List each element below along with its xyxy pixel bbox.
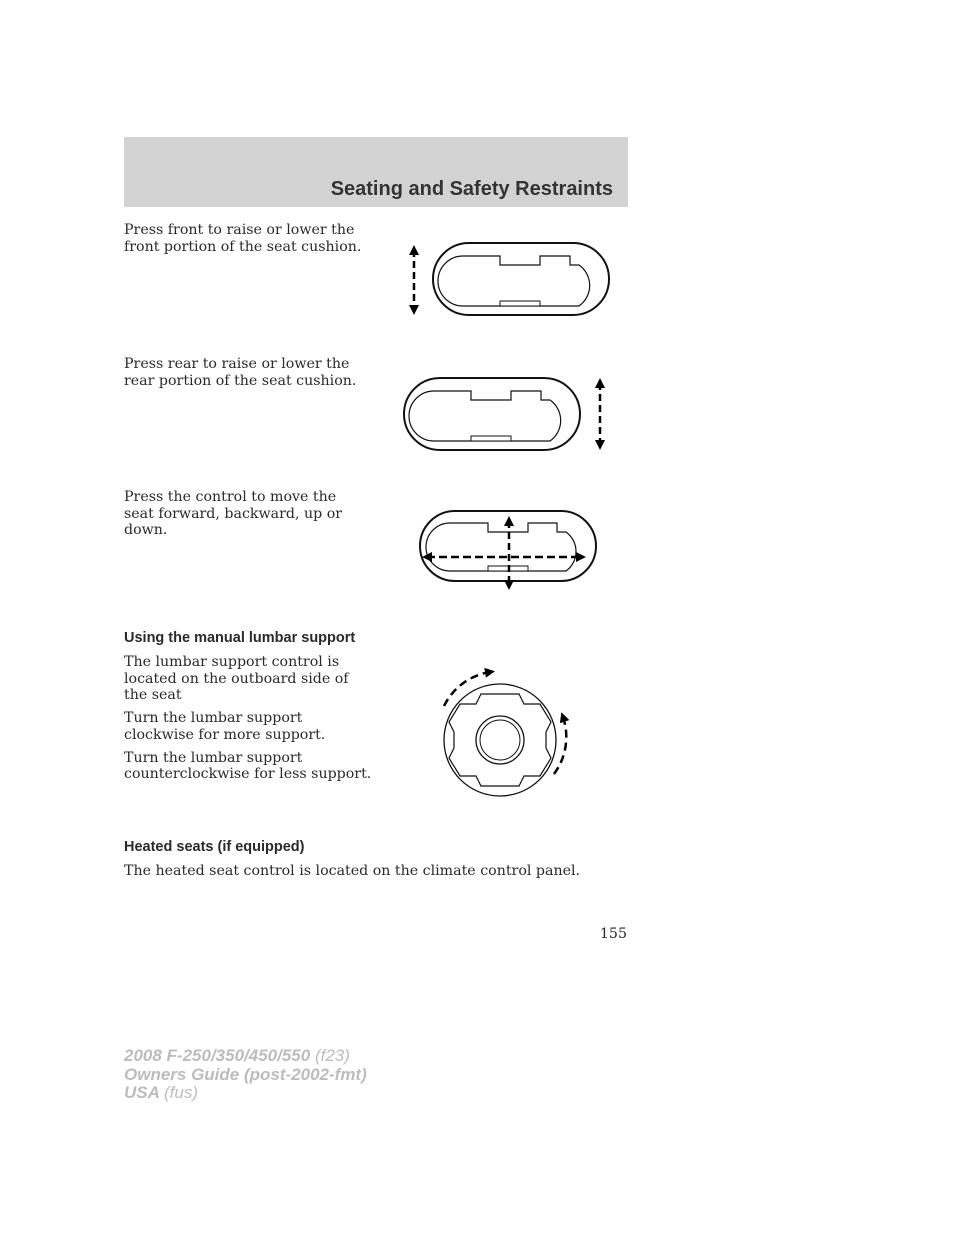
- instruction-text: Press rear to raise or lower the rear portion of the seat cushion.: [124, 356, 357, 389]
- footer-market-code: (fus): [164, 1083, 198, 1102]
- footer-model-code: (f23): [314, 1046, 350, 1065]
- footer-line-guide: [124, 1066, 367, 1085]
- instruction-rear-tilt: [124, 356, 379, 396]
- instruction-text: Press the control to move the seat forward, backward, up or down.: [124, 489, 343, 538]
- footer-line-model: [124, 1047, 367, 1066]
- document-footer: [124, 1047, 367, 1103]
- footer-model: 2008 F-250/350/450/550: [124, 1046, 311, 1065]
- footer-guide: Owners Guide (post-2002-fmt): [124, 1064, 367, 1084]
- section-title: Seating and Safety Restraints: [330, 178, 613, 200]
- lumbar-paragraph: The lumbar support control is located on the outboard side of the seat: [124, 654, 349, 703]
- heated-seats-description: [124, 863, 628, 886]
- heated-seats-heading: Heated seats (if equipped): [124, 839, 305, 855]
- heated-seats-text: The heated seat control is located on the climate control panel.: [124, 863, 581, 879]
- footer-line-market: [124, 1084, 367, 1103]
- lumbar-description: [124, 654, 374, 789]
- seat-control-rear-tilt-icon: [400, 375, 615, 455]
- lumbar-knob-icon: [430, 662, 585, 807]
- seat-control-four-way-icon: [415, 505, 605, 595]
- lumbar-paragraph: Turn the lumbar support counterclockwise for less support.: [124, 749, 372, 782]
- instruction-text: Press front to raise or lower the front portion of the seat cushion.: [124, 222, 362, 255]
- lumbar-paragraph: Turn the lumbar support clockwise for more support.: [124, 710, 326, 743]
- seat-control-front-tilt-icon: [400, 236, 615, 326]
- instruction-four-way: [124, 489, 369, 545]
- page-number: 155: [599, 926, 627, 942]
- footer-market: USA: [124, 1083, 160, 1102]
- section-header-band: [124, 137, 628, 207]
- lumbar-heading: Using the manual lumbar support: [124, 630, 356, 646]
- instruction-front-tilt: [124, 222, 364, 262]
